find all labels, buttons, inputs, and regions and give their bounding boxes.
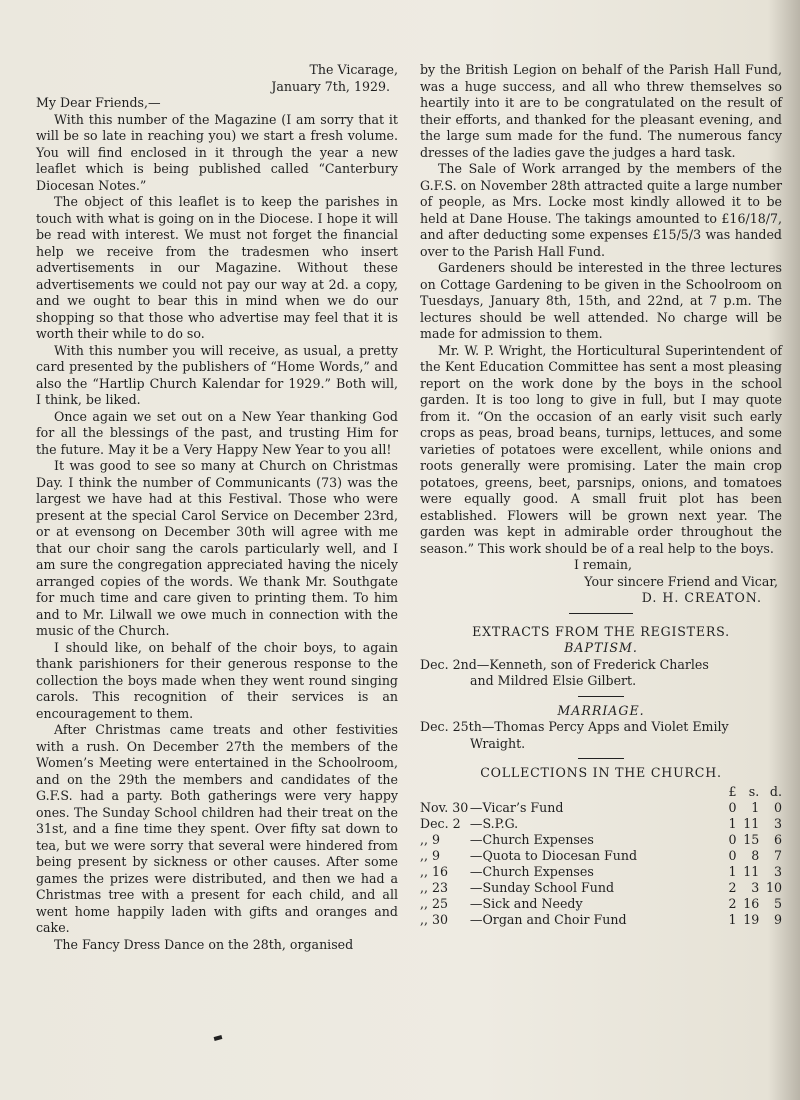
table-row: Nov. 30 —Vicar’s Fund 0 1 0 xyxy=(420,799,782,815)
letter-closing: I remain, xyxy=(573,557,632,572)
letter-paragraph: The Fancy Dress Dance on the 28th, organised xyxy=(54,936,354,952)
letter-date: January 7th, 1929. xyxy=(271,78,390,94)
column-header: d. xyxy=(769,783,782,799)
table-row: ,, 9 —Quota to Diocesan Fund 0 8 7 xyxy=(420,847,782,863)
collections-title: COLLECTIONS IN THE CHURCH. xyxy=(480,765,722,780)
letter-paragraph: It was good to see so many at Church on Christmas Day. I think the number of Communicants (73) was the largest we have had at this Festival. Those who were present at the special Carol Service on December 23rd, or at evensong on December 30th will agree with me that our choir sang the carols particularly well, and I am sure the congregation appreciated having the nicely arranged copies of the words. We thank Mr. Southgate for much time and care given to printing them. To him and to Mr. Lilwall we owe much in connection with the music of the Church. xyxy=(36,458,398,638)
table-row: ,, 23 —Sunday School Fund 2 3 10 xyxy=(420,879,782,895)
marriage-entry: Dec. 25th—Thomas Percy Apps and Violet Emily Wraight. xyxy=(420,719,729,751)
ink-mark xyxy=(214,1035,223,1041)
letter-paragraph: After Christmas came treats and other festivities with a rush. On December 27th the members of the Women’s Meeting were entertained in the Schoolroom, and on the 29th the members and candidates of the G.F.S. had a party. Both gatherings were very happy ones. The Sunday School children had their treat on the 31st, and a fine time they spent. Over fifty sat down to tea, but we were sorry that several were hindered from being present by sickness or other causes. After some games the prizes were distributed, and then we had a Christmas tree with a present for each child, and all went home happily laden with gifts and oranges and cake. xyxy=(36,722,398,935)
marriage-title: MARRIAGE. xyxy=(557,702,645,718)
table-row: ,, 9 —Church Expenses 0 15 6 xyxy=(420,831,782,847)
letter-paragraph: I should like, on behalf of the choir boys, to again thank parishioners for their generous response to the collection the boys made when they went round singing carols. This recognition of their services is an encouragement to them. xyxy=(36,639,398,721)
letter-paragraph: Once again we set out on a New Year thanking God for all the blessings of the past, and trusting Him for the future. May it be a Very Happy New Year to you all! xyxy=(36,408,398,457)
table-row: ,, 30 —Organ and Choir Fund 1 19 9 xyxy=(420,911,782,927)
table-row: Dec. 2 —S.P.G. 1 11 3 xyxy=(420,815,782,831)
table-row: ,, 16 —Church Expenses 1 11 3 xyxy=(420,863,782,879)
collections-table xyxy=(420,784,782,928)
letter-address: The Vicarage, xyxy=(309,62,398,77)
section-divider xyxy=(578,758,624,759)
letter-paragraph: With this number you will receive, as usual, a pretty card presented by the publishers of “Home Words,” and also the “Hartlip Church Kalendar for 1929.” Both will, I think, be liked. xyxy=(36,342,398,407)
letter-paragraph: With this number of the Magazine (I am sorry that it will be so late in reaching you) we start a fresh volume. You will find enclosed in it through the year a new leaflet which is being published called “Canterbury Diocesan Notes.” xyxy=(36,111,398,193)
table-row: ,, 25 —Sick and Needy 2 16 5 xyxy=(420,895,782,911)
letter-paragraph-continued: by the British Legion on behalf of the Parish Hall Fund, was a huge success, and all who threw themselves so heartily into it are to be congratulated on the result of their efforts, and thanked for the pleasant evening, and the large sum made for the fund. The numerous fancy dresses of the ladies gave the judges a hard task. xyxy=(420,62,782,160)
letter-paragraph: Gardeners should be interested in the three lectures on Cottage Gardening to be given in the Schoolroom on Tuesdays, January 8th, 15th, and 22nd, at 7 p.m. The lectures should be well attended. No charge will be made for admission to them. xyxy=(420,260,782,341)
section-divider xyxy=(578,696,624,697)
letter-paragraph: The Sale of Work arranged by the members of the G.F.S. on November 28th attracted quite a large number of people, as Mrs. Locke most kindly allowed it to be held at Dane House. The takings amounted to £16/18/7, and after deducting some expenses £15/5/3 was handed over to the Parish Hall Fund. xyxy=(420,161,782,259)
section-divider xyxy=(569,613,633,614)
collections-header-row xyxy=(420,784,782,800)
column-header: s. xyxy=(748,783,760,799)
registers-title: EXTRACTS FROM THE REGISTERS. xyxy=(472,623,730,639)
column-header: £ xyxy=(728,783,737,799)
letter-paragraph: The object of this leaflet is to keep the parishes in touch with what is going on in the Diocese. I hope it will be read with interest. We must not forget the financial help we receive from the tradesmen who insert advertisements in our Magazine. Without these advertisements we could not pay our way at 2d. a copy, and we ought to bear this in mind when we do our shopping so that those who advertise may feel that it is worth their while to do so. xyxy=(36,194,398,341)
letter-salutation: My Dear Friends,— xyxy=(36,95,161,110)
letter-paragraph: Mr. W. P. Wright, the Horticultural Superintendent of the Kent Education Committee has sent a most pleasing report on the work done by the boys in the school garden. It is too long to give in full, but I may quote from it. “On the occasion of an early visit such early crops as peas, broad beans, turnips, lettuces, and some varieties of potatoes were excellent, while onions and roots generally were promising. Later the main crop potatoes, greens, beet, parsnips, onions, and tomatoes were equally good. A small fruit plot has been established. Flowers will be grown next year. The garden was kept in admirable order throughout the season.” This work should be of a real help to the boys. xyxy=(420,342,782,556)
letter-closing-line: Your sincere Friend and Vicar, xyxy=(584,573,778,589)
baptism-entry: Dec. 2nd—Kenneth, son of Frederick Charles and Mildred Elsie Gilbert. xyxy=(420,656,709,688)
baptism-title: BAPTISM. xyxy=(564,640,638,655)
letter-signature: D. H. CREATON. xyxy=(641,590,762,605)
right-column xyxy=(420,62,782,928)
left-column xyxy=(36,62,398,953)
